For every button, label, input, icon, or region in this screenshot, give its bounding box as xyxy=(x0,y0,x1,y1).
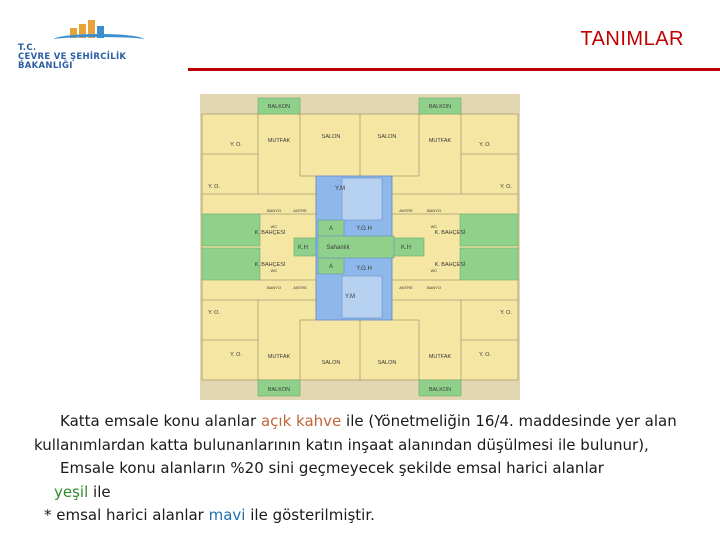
label-balkon: BALKON xyxy=(428,387,452,393)
desc-text: * emsal harici alanlar xyxy=(44,506,209,524)
label-ym: Y.M xyxy=(335,186,345,192)
label-antre: ANTRE xyxy=(293,285,307,290)
description-line-1 xyxy=(40,410,720,434)
label-balkon: BALKON xyxy=(267,387,291,393)
label-ygh: Y.G.H xyxy=(356,226,372,232)
desc-text: ile xyxy=(88,482,111,501)
label-mutfak: MUTFAK xyxy=(428,138,452,144)
label-salon: SALON xyxy=(377,134,397,140)
label-wc: WC xyxy=(430,224,438,229)
label-ygh: Y.G.H xyxy=(356,266,372,272)
description-line-4 xyxy=(40,481,720,505)
label-yo: Y. O. xyxy=(230,352,242,358)
label-wc: WC xyxy=(270,268,278,273)
page-title: TANIMLAR xyxy=(580,28,684,50)
label-mutfak: MUTFAK xyxy=(428,354,452,360)
label-kh: K.H xyxy=(400,245,412,251)
garden-right-bottom xyxy=(460,248,518,280)
label-yo: Y. O. xyxy=(500,310,512,316)
garden-right-top xyxy=(460,214,518,246)
desc-text: ile gösterilmiştir. xyxy=(245,506,375,524)
label-k-bahcesi: K. BAHÇESİ xyxy=(254,230,286,236)
ministry-logo xyxy=(14,14,164,70)
title-divider xyxy=(188,68,720,71)
label-k-bahcesi: K. BAHÇESİ xyxy=(254,262,286,268)
label-a: A xyxy=(328,264,334,270)
label-balkon: BALKON xyxy=(428,104,452,110)
label-salon: SALON xyxy=(321,134,341,140)
label-mutfak: MUTFAK xyxy=(267,138,291,144)
description-line-2: kullanımlardan katta bulunanlarının katın inşaat alanından düşülmesi ile bulunur), xyxy=(34,435,649,454)
description-text xyxy=(34,410,720,528)
label-yo: Y. O. xyxy=(208,184,220,190)
label-banyo: BANYO xyxy=(266,285,282,290)
desc-highlight-brown: açık kahve xyxy=(260,412,342,430)
description-line-5 xyxy=(40,504,720,528)
label-k-bahcesi: K. BAHÇESİ xyxy=(434,230,466,236)
label-wc: WC xyxy=(430,268,438,273)
garden-left-top xyxy=(202,214,260,246)
label-banyo: BANYO xyxy=(426,285,442,290)
stair-top xyxy=(342,178,382,220)
label-yo: Y. O. xyxy=(208,310,220,316)
label-k-bahcesi: K. BAHÇESİ xyxy=(434,262,466,268)
desc-highlight-blue: mavi xyxy=(208,506,246,524)
label-yo: Y. O. xyxy=(500,184,512,190)
floor-plan xyxy=(200,94,520,400)
label-yo: Y. O. xyxy=(479,352,491,358)
logo-line-2: ÇEVRE VE ŞEHİRCİLİK xyxy=(18,52,127,62)
label-sahanlik: Sahanlık xyxy=(326,245,350,251)
label-antre: ANTRE xyxy=(399,285,413,290)
desc-text: Katta emsale konu alanlar xyxy=(60,412,261,430)
garden-left-bottom xyxy=(202,248,260,280)
label-antre: ANTRE xyxy=(293,208,307,213)
label-antre: ANTRE xyxy=(399,208,413,213)
logo-line-3: BAKANLIĞI xyxy=(18,61,73,71)
label-salon: SALON xyxy=(321,360,341,366)
logo-text xyxy=(18,44,126,71)
label-yo: Y. O. xyxy=(479,142,491,148)
desc-text: ile (Yönetmeliğin 16/4. maddesinde yer alan xyxy=(341,412,677,430)
label-ym: Y.M xyxy=(345,294,355,300)
label-banyo: BANYO xyxy=(266,208,282,213)
label-kh: K.H xyxy=(297,245,309,251)
description-line-3: Emsale konu alanların %20 sini geçmeyecek şekilde emsal harici alanlar xyxy=(60,459,604,477)
floor-plan-drawing xyxy=(200,94,520,400)
logo-line-1: T.C. xyxy=(18,43,37,53)
label-a: A xyxy=(328,226,334,232)
label-mutfak: MUTFAK xyxy=(267,354,291,360)
label-wc: WC xyxy=(270,224,278,229)
label-yo: Y. O. xyxy=(230,142,242,148)
label-balkon: BALKON xyxy=(267,104,291,110)
label-banyo: BANYO xyxy=(426,208,442,213)
desc-highlight-green: yeşil xyxy=(54,482,89,501)
label-salon: SALON xyxy=(377,360,397,366)
